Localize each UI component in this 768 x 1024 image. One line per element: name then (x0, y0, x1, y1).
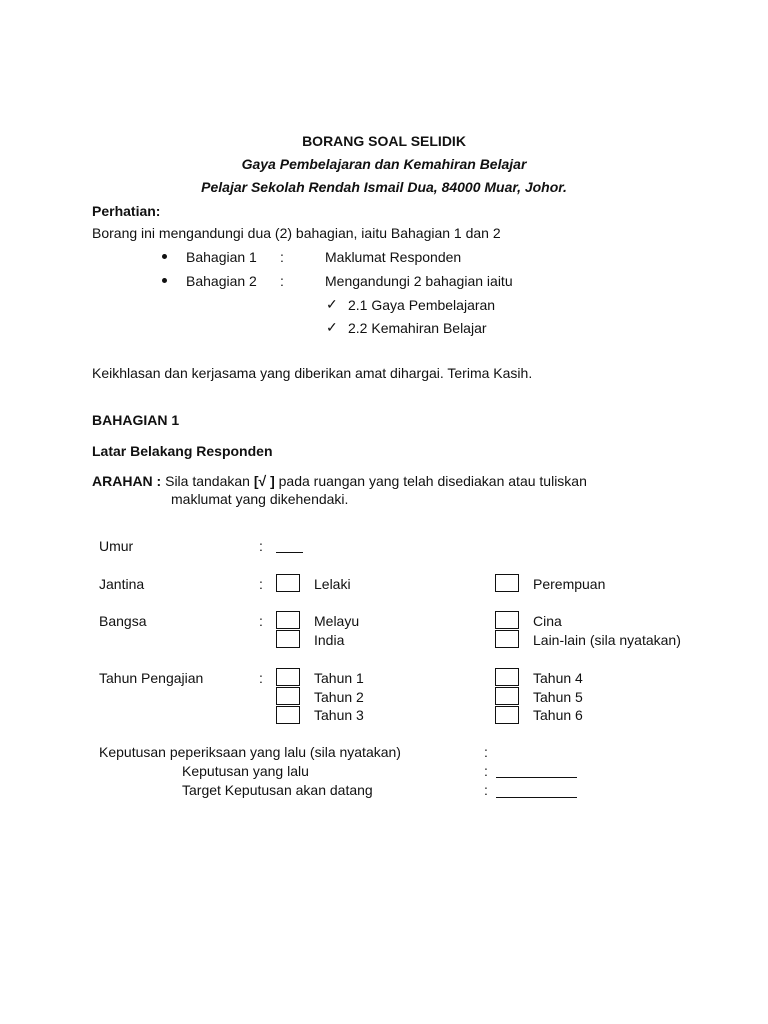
bullet-icon (162, 254, 167, 259)
section-subtitle: Latar Belakang Responden (92, 443, 273, 459)
section-item-value: Mengandungi 2 bahagian iaitu (325, 273, 513, 289)
form-title: BORANG SOAL SELIDIK (302, 133, 466, 149)
option-label: Tahun 3 (314, 707, 364, 723)
field-colon: : (259, 538, 263, 554)
section-item-colon: : (280, 273, 284, 289)
checkbox-tahun-1[interactable] (276, 668, 300, 686)
field-colon: : (259, 670, 263, 686)
field-label-bangsa: Bangsa (99, 613, 147, 629)
option-label: Tahun 5 (533, 689, 583, 705)
keputusan-lalu-input-line[interactable] (496, 777, 577, 778)
field-label-target: Target Keputusan akan datang (182, 782, 373, 798)
check-icon: ✓ (326, 319, 338, 335)
instruction-text: pada ruangan yang telah disediakan atau tuliskan (278, 473, 587, 489)
checkbox-cina[interactable] (495, 611, 519, 629)
section-item-colon: : (280, 249, 284, 265)
field-label-tahun: Tahun Pengajian (99, 670, 204, 686)
umur-input-line[interactable] (276, 552, 303, 553)
checkbox-india[interactable] (276, 630, 300, 648)
instruction-label: ARAHAN : (92, 473, 162, 489)
instruction-continuation: maklumat yang dikehendaki. (171, 491, 349, 507)
instruction (92, 472, 587, 490)
subitem-text: 2.1 Gaya Pembelajaran (348, 297, 496, 313)
option-label: Perempuan (533, 576, 606, 592)
section-title: BAHAGIAN 1 (92, 412, 180, 428)
field-label-keputusan-lalu: Keputusan yang lalu (182, 763, 309, 779)
instruction-text: Sila tandakan (165, 473, 250, 489)
option-label: Tahun 4 (533, 670, 583, 686)
section-item-value: Maklumat Responden (325, 249, 462, 265)
checkbox-tahun-5[interactable] (495, 687, 519, 705)
field-colon: : (259, 613, 263, 629)
subitem-text: 2.2 Kemahiran Belajar (348, 320, 487, 336)
target-input-line[interactable] (496, 797, 577, 798)
field-colon: : (259, 576, 263, 592)
form-subtitle: Gaya Pembelajaran dan Kemahiran Belajar (241, 156, 527, 172)
option-label: Lain-lain (sila nyatakan) (533, 632, 681, 648)
tick-mark-sample: [√ ] (253, 473, 275, 489)
intro-text: Borang ini mengandungi dua (2) bahagian, iaitu Bahagian 1 dan 2 (92, 225, 501, 241)
section-item-label: Bahagian 1 (186, 249, 257, 265)
option-label: Lelaki (314, 576, 351, 592)
checkbox-melayu[interactable] (276, 611, 300, 629)
field-colon: : (484, 744, 488, 760)
check-icon: ✓ (326, 296, 338, 312)
field-colon: : (484, 763, 488, 779)
option-label: Tahun 6 (533, 707, 583, 723)
field-label-jantina: Jantina (99, 576, 145, 592)
checkbox-tahun-6[interactable] (495, 706, 519, 724)
checkbox-perempuan[interactable] (495, 574, 519, 592)
attention-heading: Perhatian: (92, 203, 161, 219)
section-item-label: Bahagian 2 (186, 273, 257, 289)
option-label: Melayu (314, 613, 360, 629)
checkbox-tahun-3[interactable] (276, 706, 300, 724)
field-colon: : (484, 782, 488, 798)
thanks-text: Keikhlasan dan kerjasama yang diberikan amat dihargai. Terima Kasih. (92, 365, 533, 381)
option-label: Tahun 2 (314, 689, 364, 705)
checkbox-tahun-2[interactable] (276, 687, 300, 705)
checkbox-lain-lain[interactable] (495, 630, 519, 648)
field-label-umur: Umur (99, 538, 134, 554)
field-label-keputusan: Keputusan peperiksaan yang lalu (sila nyatakan) (99, 744, 401, 760)
checkbox-tahun-4[interactable] (495, 668, 519, 686)
option-label: India (314, 632, 345, 648)
option-label: Cina (533, 613, 562, 629)
school-name: Pelajar Sekolah Rendah Ismail Dua, 84000 Muar, Johor. (201, 179, 567, 195)
bullet-icon (162, 278, 167, 283)
option-label: Tahun 1 (314, 670, 364, 686)
checkbox-lelaki[interactable] (276, 574, 300, 592)
